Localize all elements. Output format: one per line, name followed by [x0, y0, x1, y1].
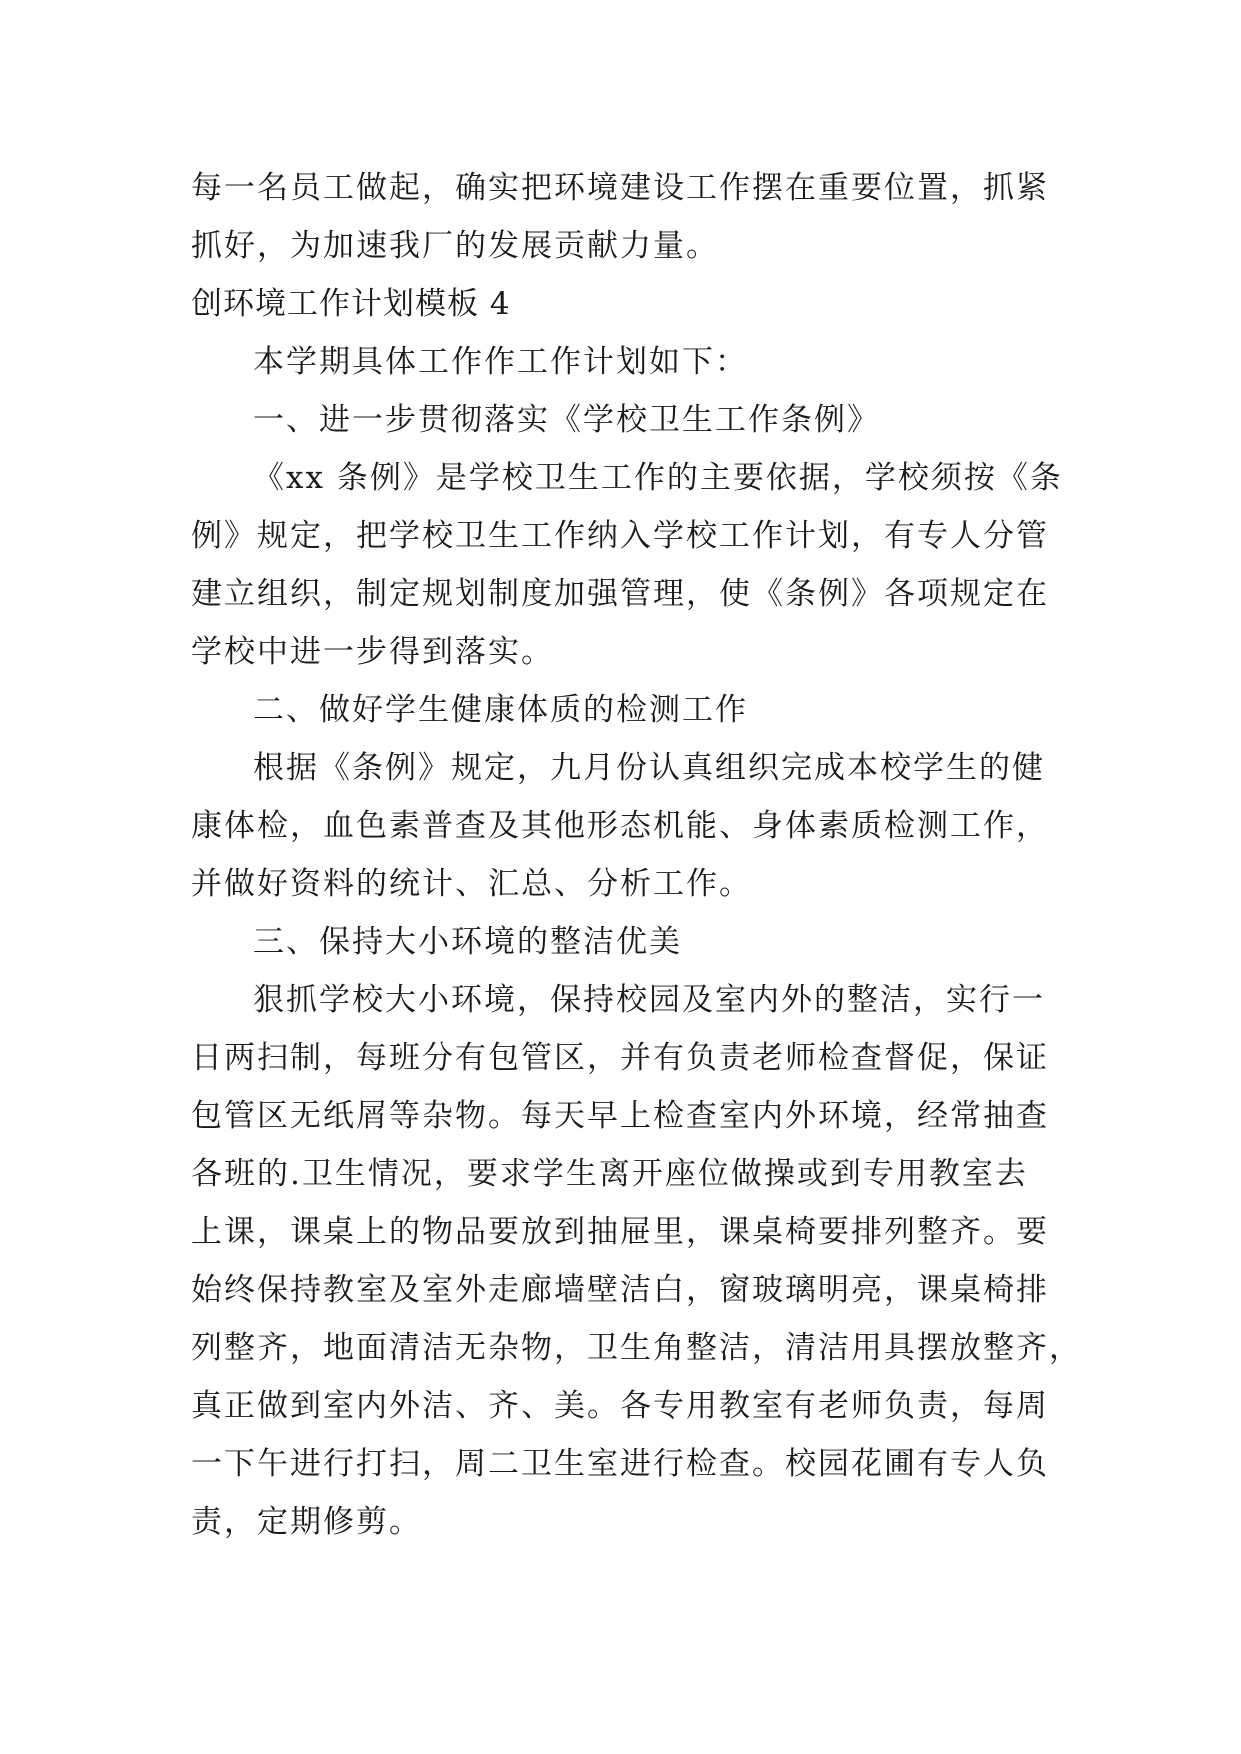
opening-line: 本学期具体工作作工作计划如下：	[253, 344, 748, 380]
intro-line: 每一名员工做起，确实把环境建设工作摆在重要位置，抓紧	[191, 170, 1049, 206]
section-3-line: 上课，课桌上的物品要放到抽屉里，课桌椅要排列整齐。要	[191, 1214, 1049, 1250]
section-3-line: 日两扫制，每班分有包管区，并有负责老师检查督促，保证	[191, 1040, 1049, 1076]
section-3-line: 包管区无纸屑等杂物。每天早上检查室内外环境，经常抽查	[191, 1098, 1049, 1134]
section-3-line: 真正做到室内外洁、齐、美。各专用教室有老师负责，每周	[191, 1388, 1049, 1424]
document-title: 创环境工作计划模板 4	[191, 286, 511, 322]
section-1-paragraph	[191, 449, 1063, 681]
section-3-line: 狠抓学校大小环境，保持校园及室内外的整洁，实行一	[253, 982, 1045, 1018]
section-1-line: 建立组织，制定规划制度加强管理，使《条例》各项规定在	[191, 576, 1049, 612]
section-3-line: 各班的.卫生情况，要求学生离开座位做操或到专用教室去	[191, 1156, 1028, 1192]
section-1-line: 例》规定，把学校卫生工作纳入学校工作计划，有专人分管	[191, 518, 1049, 554]
section-3-paragraph	[191, 971, 1082, 1551]
section-2-line: 康体检，血色素普查及其他形态机能、身体素质检测工作，	[191, 808, 1049, 844]
section-1-line: 学校中进一步得到落实。	[191, 634, 554, 670]
section-2-heading: 二、做好学生健康体质的检测工作	[253, 692, 748, 728]
section-3-line: 责，定期修剪。	[191, 1504, 422, 1540]
document-body	[191, 159, 1082, 1551]
intro-line: 抓好，为加速我厂的发展贡献力量。	[191, 228, 719, 264]
section-2-paragraph	[191, 739, 1056, 913]
section-3-heading: 三、保持大小环境的整洁优美	[253, 924, 682, 960]
section-3-line: 始终保持教室及室外走廊墙壁洁白，窗玻璃明亮，课桌椅排	[191, 1272, 1049, 1308]
section-2-line: 并做好资料的统计、汇总、分析工作。	[191, 866, 752, 902]
section-3-line: 列整齐，地面清洁无杂物，卫生角整洁，清洁用具摆放整齐，	[191, 1330, 1082, 1366]
section-2-line: 根据《条例》规定，九月份认真组织完成本校学生的健	[253, 750, 1045, 786]
section-1-heading: 一、进一步贯彻落实《学校卫生工作条例》	[253, 402, 880, 438]
section-1-line: 《xx 条例》是学校卫生工作的主要依据，学校须按《条	[253, 460, 1063, 496]
section-3-line: 一下午进行打扫，周二卫生室进行检查。校园花圃有专人负	[191, 1446, 1049, 1482]
intro-paragraph	[191, 159, 1056, 275]
